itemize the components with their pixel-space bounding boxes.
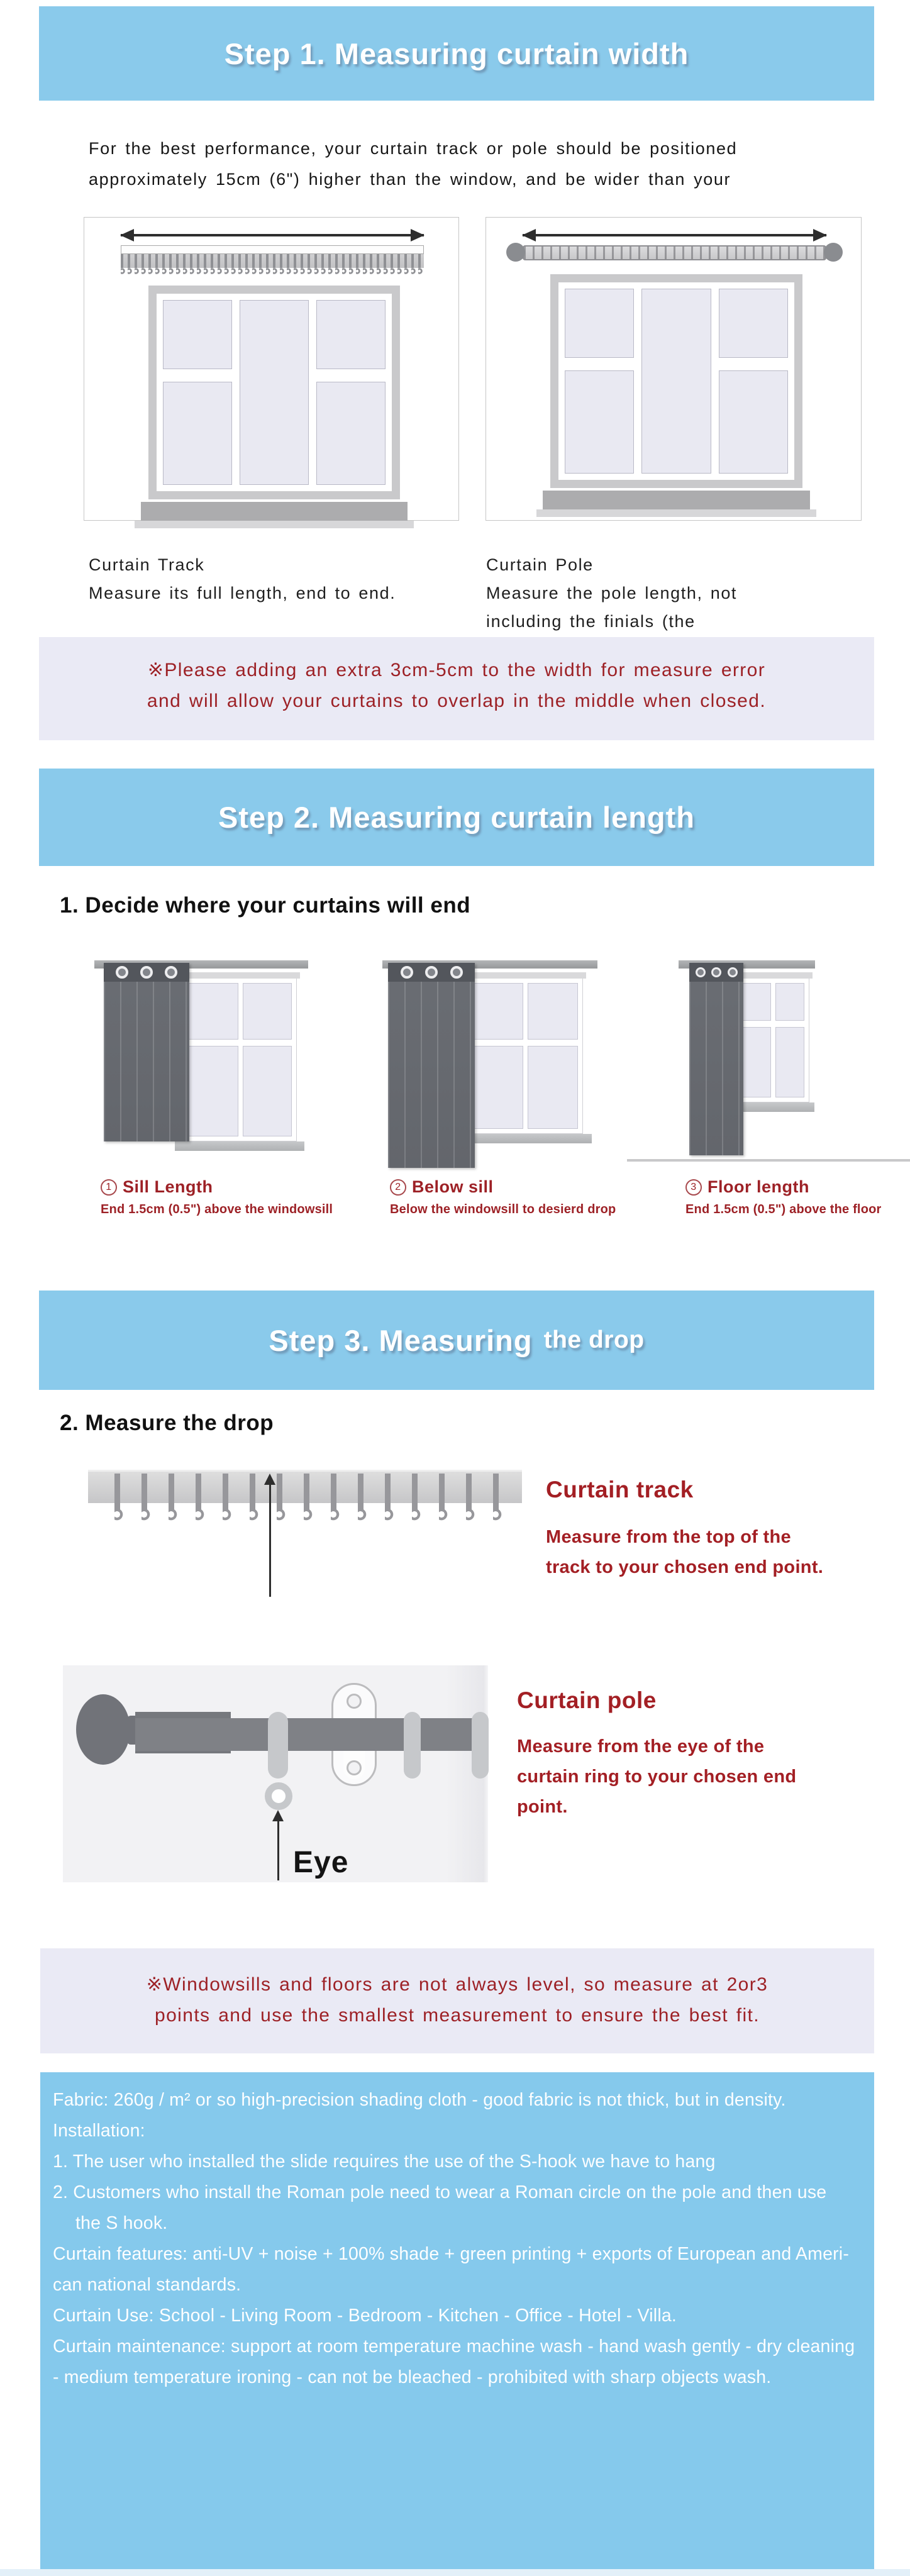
curtain-track-text [546,1522,823,1582]
level-note-line2: points and use the smallest measurement to ensure the best fit. [155,2005,760,2026]
window-pane [741,983,771,1021]
pole-finial [76,1694,130,1765]
window-graphic [550,274,802,488]
track-caption [89,551,396,608]
window-sill-base [135,521,414,528]
step3-heading: 2. Measure the drop [60,1411,274,1435]
window-left-column [163,300,232,485]
window-pane [775,1027,805,1097]
info-line: Curtain Use: School - Living Room - Bedroom - Kitchen - Office - Hotel - Villa. [53,2306,677,2326]
curtain-header [388,963,475,982]
product-info-box [40,2072,874,2569]
measure-up-arrow-icon [269,1484,271,1597]
option-title-text: Floor length [707,1177,809,1196]
window-pane [472,983,523,1040]
window-pane [641,289,711,474]
step1-intro [89,133,737,195]
circled-number-icon: 3 [685,1179,702,1196]
curtain-pole-text-line1: Measure from the eye of the [517,1736,765,1757]
width-arrow-icon [121,234,424,236]
bottom-strip [0,2569,910,2576]
step2-heading: 1. Decide where your curtains will end [60,893,471,918]
window-pane [565,370,634,474]
info-line: - medium temperature ironing - can not be bleached - prohibited with sharp objects wash. [53,2367,772,2387]
grommet-icon [728,967,738,977]
pole-caption-title: Curtain Pole [486,555,594,574]
pole-caption [486,551,737,636]
window-track-diagram [84,217,459,521]
window-graphic [467,978,583,1134]
curtain-header [104,963,189,982]
window-column [243,983,292,1136]
option-floor-length [685,1177,882,1217]
option-title-text: Sill Length [123,1177,213,1196]
pole-caption-line: Measure the pole length, not [486,584,738,602]
window-pane [243,983,292,1040]
floor-length-diagram [679,953,886,1174]
window-right-column [719,289,788,474]
track-gliders [114,1474,517,1510]
window-sill [731,1102,814,1112]
step2-banner-title: Step 2. Measuring curtain length [218,801,695,834]
curtain-track-text-line2: track to your chosen end point. [546,1557,824,1577]
window-graphic [184,978,297,1141]
pole-bar [135,1718,488,1751]
width-arrow-icon [523,234,826,236]
window-pane [189,1046,238,1136]
window-column [741,983,771,1097]
info-line: 1. The user who installed the slide requires the use of the S-hook we have to hang [53,2151,716,2172]
grommet-icon [450,966,463,979]
window-pane [240,300,309,485]
level-note-line1: ※Windowsills and floors are not always level, so measure at 2or3 [146,1974,769,1995]
curtain-pole-bar [523,245,826,260]
window-left-column [565,289,634,474]
window-track-illustration [121,234,424,528]
step1-intro-line1: For the best performance, your curtain track or pole should be positioned [89,139,738,158]
eye-label: Eye [293,1846,349,1879]
option-desc: End 1.5cm (0.5") above the floor [685,1202,882,1216]
window-sill [475,1134,592,1143]
track-caption-title: Curtain Track [89,555,205,574]
info-line: Curtain features: anti-UV + noise + 100% shade + green printing + exports of European and Ameri- [53,2244,850,2264]
track-caption-line: Measure its full length, end to end. [89,584,396,602]
window-graphic [148,286,400,499]
window-pane [316,300,386,369]
option-desc: Below the windowsill to desierd drop [390,1202,616,1216]
step3-banner-title: Step 3. Measuring [269,1323,533,1357]
window-column [775,983,805,1097]
bracket-screw-hole [347,1694,362,1709]
info-line: Installation: [53,2121,145,2141]
window-column [472,983,523,1129]
below-sill-diagram [382,953,599,1174]
width-note-line2: and will allow your curtains to overlap in the middle when closed. [147,691,767,711]
grommet-icon [696,967,706,977]
window-column [528,983,579,1129]
option-below-sill [390,1177,616,1217]
curtain-header [689,963,743,982]
window-pane [528,1046,579,1129]
info-line: can national standards. [53,2275,241,2295]
option-title [101,1177,333,1197]
option-desc: End 1.5cm (0.5") above the windowsill [101,1202,333,1216]
width-note-line1: ※Please adding an extra 3cm-5cm to the width for measure error [147,660,766,680]
step2-banner [39,769,874,866]
step3-banner [39,1291,874,1390]
window-pole-diagram [486,217,862,521]
curtain-ring [404,1712,421,1779]
curtain-track-text-line1: Measure from the top of the [546,1527,791,1547]
info-line: Fabric: 260g / m² or so high-precision shading cloth - good fabric is not thick, but in density. [53,2090,786,2110]
window-pane [565,289,634,358]
window-pane [528,983,579,1040]
window-middle-column [641,289,711,474]
curtain-pole-large-diagram [63,1665,488,1882]
curtain-track-eyelets [121,268,424,275]
option-title [390,1177,616,1197]
option-sill-length [101,1177,333,1217]
window-pane [243,1046,292,1136]
window-pane [775,983,805,1021]
bracket-screw-hole [347,1760,362,1775]
grommet-icon [401,966,413,979]
curtain-track-bar [121,245,424,254]
curtain-ring-with-eye [268,1712,288,1779]
window-sill-base [536,509,816,517]
window-pane [189,983,238,1040]
floor-line [627,1159,910,1162]
curtain-pole-title: Curtain pole [517,1687,657,1713]
grommet-icon [711,967,721,977]
track-eyelets [114,1507,517,1524]
curtain-pole-text [517,1731,796,1822]
step3-banner-subtitle: the drop [543,1326,645,1353]
option-title-text: Below sill [412,1177,494,1196]
window-pane [472,1046,523,1129]
window-sill [543,491,810,509]
level-note [40,1948,874,2053]
window-pane [741,1027,771,1097]
window-sill [141,502,408,521]
pole-caption-line: including the finials (the [486,612,696,631]
window-sill [175,1141,304,1151]
curtain-graphic [689,963,743,1155]
info-line: the S hook. [75,2213,168,2233]
ring-eye [265,1782,292,1810]
step1-banner [39,6,874,101]
window-pane [163,300,232,369]
grommet-icon [140,966,153,979]
curtain-pole-text-line2: curtain ring to your chosen end [517,1767,797,1787]
option-title [685,1177,882,1197]
step1-banner-title: Step 1. Measuring curtain width [224,36,689,70]
eye-pointer-arrow-icon [277,1820,279,1880]
width-note [39,637,874,740]
window-graphic [736,978,809,1102]
curtain-pole-text-line3: point. [517,1797,568,1817]
circled-number-icon: 1 [101,1179,117,1196]
grommet-icon [165,966,177,979]
window-pane [719,289,788,358]
info-line: Curtain maintenance: support at room temperature machine wash - hand wash gently - dry cleaning [53,2336,855,2357]
grommet-icon [425,966,438,979]
window-column [189,983,238,1136]
curtain-graphic [104,963,189,1141]
window-right-column [316,300,386,485]
window-pane [719,370,788,474]
curtain-ring [472,1712,489,1779]
curtain-track-gliders [121,254,424,268]
window-pane [316,382,386,485]
curtain-track-large-diagram [88,1470,522,1539]
sill-length-diagram [94,953,311,1174]
info-line: 2. Customers who install the Roman pole need to wear a Roman circle on the pole and then use [53,2182,827,2202]
window-pole-illustration [523,234,826,517]
curtain-track-title: Curtain track [546,1477,694,1502]
grommet-icon [116,966,128,979]
step1-intro-line2: approximately 15cm (6") higher than the window, and be wider than your [89,170,731,189]
circled-number-icon: 2 [390,1179,406,1196]
window-middle-column [240,300,309,485]
window-pane [163,382,232,485]
curtain-graphic [388,963,475,1168]
